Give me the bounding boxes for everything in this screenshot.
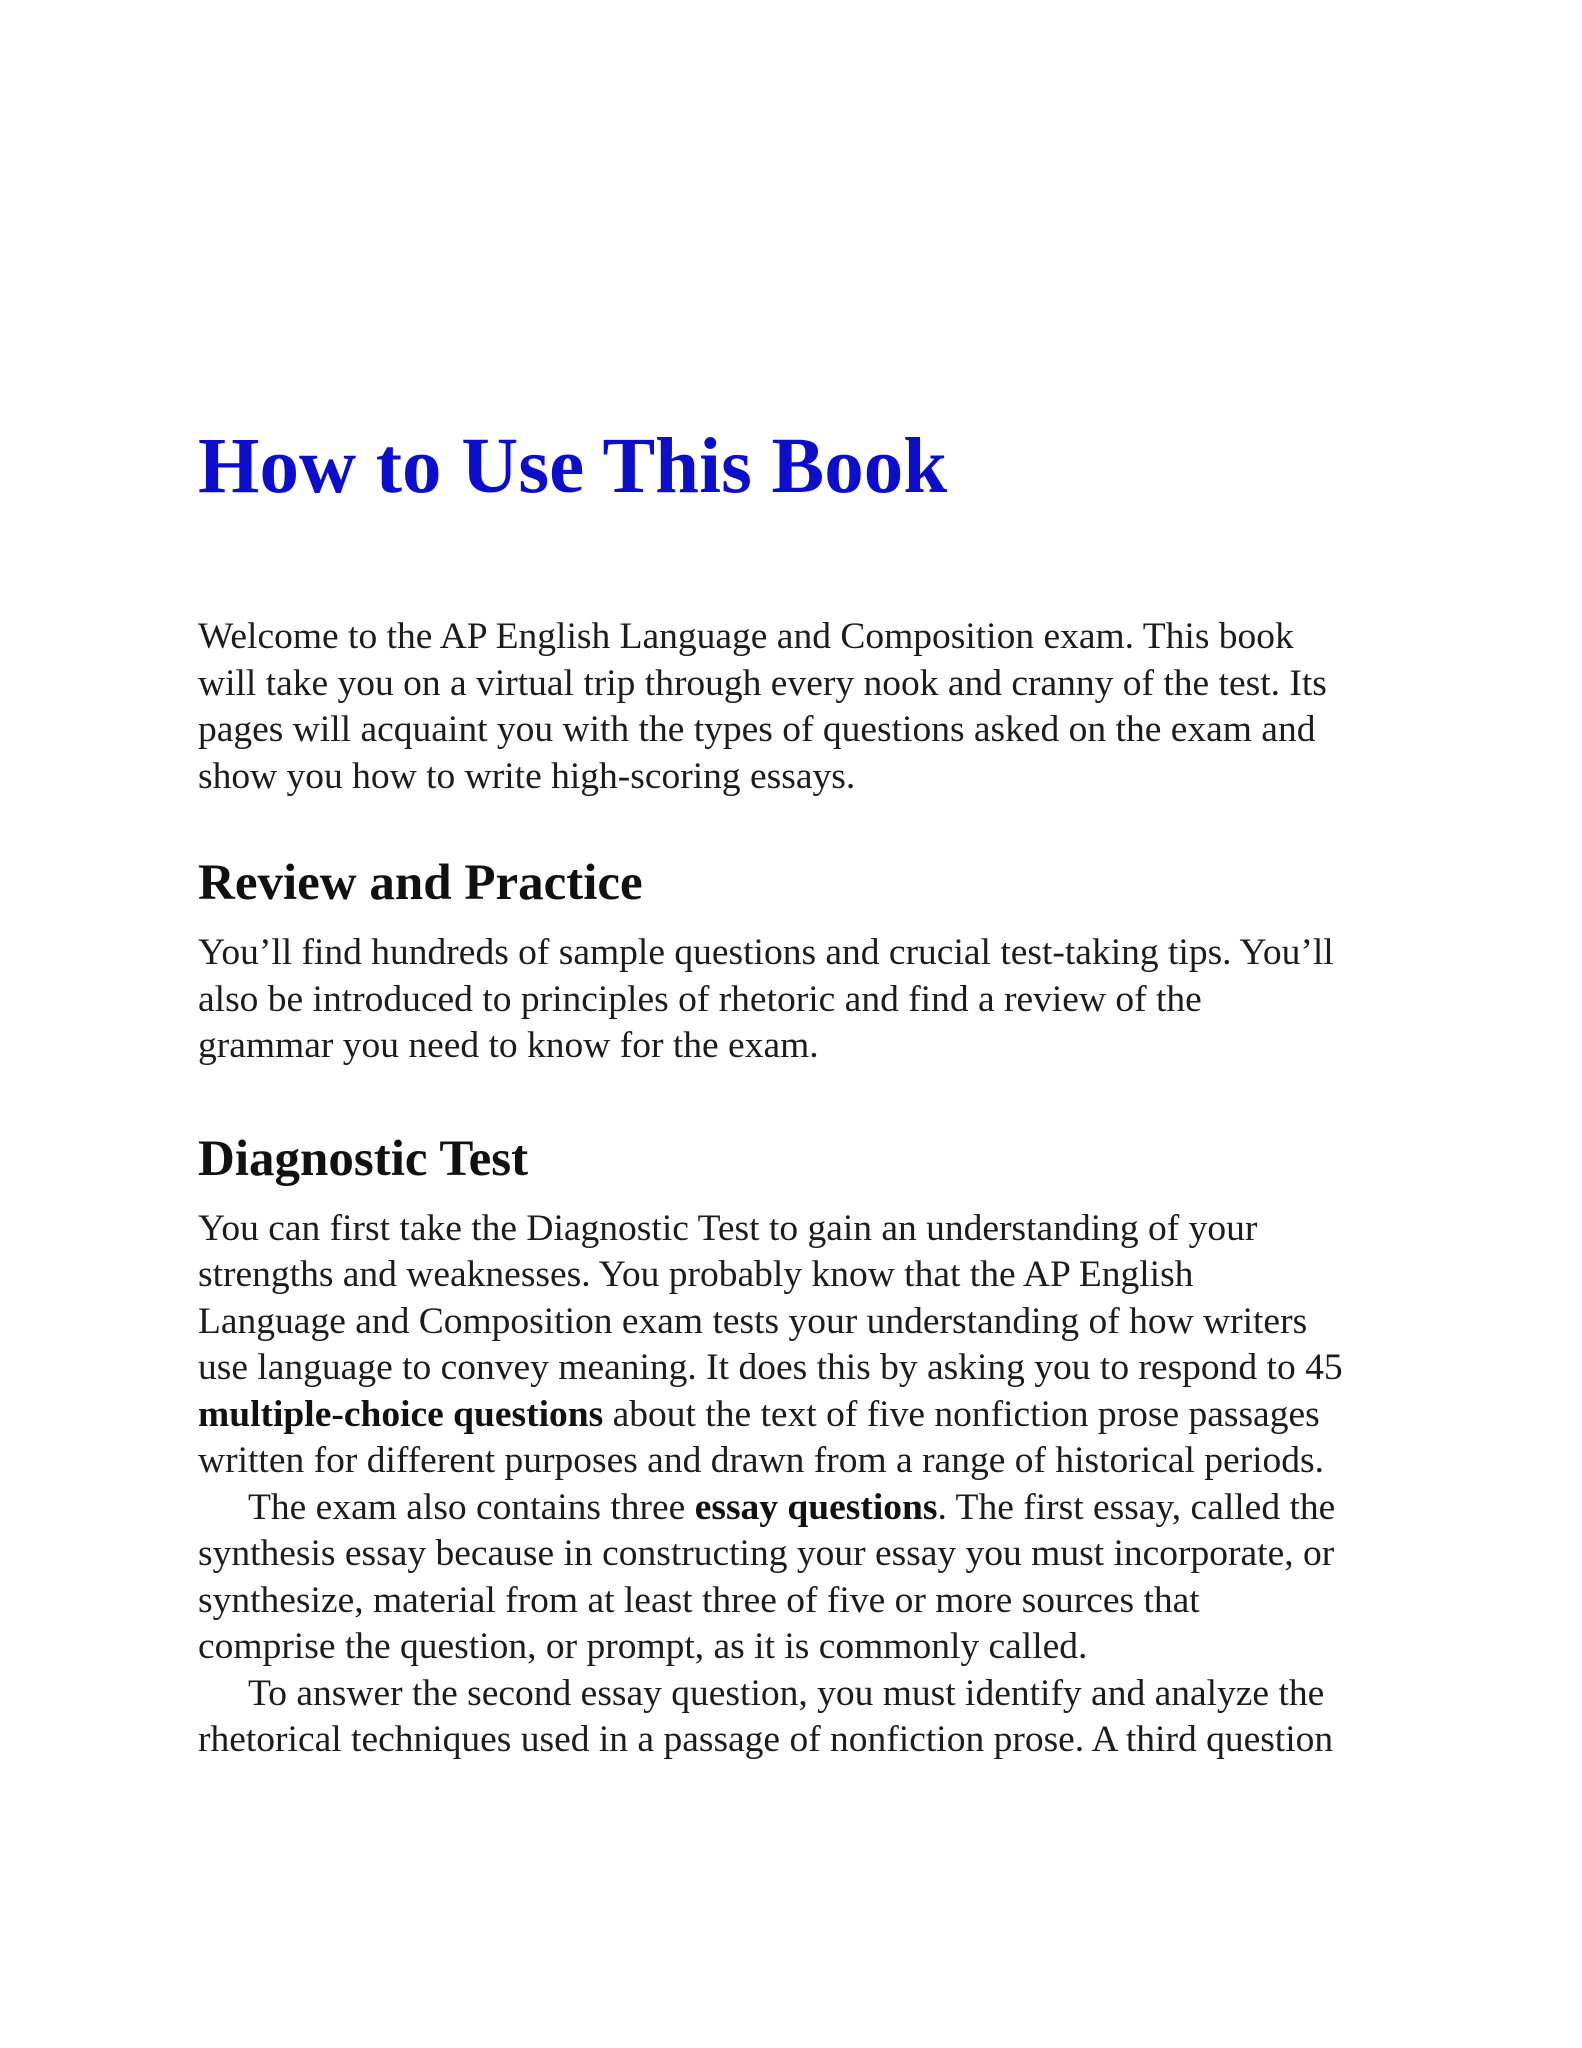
diagnostic-line: comprise the question, or prompt, as it is commonly called. <box>198 1626 1088 1667</box>
intro-paragraph <box>198 614 1398 800</box>
diagnostic-line: You can first take the Diagnostic Test to gain an understanding of your <box>198 1207 1258 1249</box>
diagnostic-line: To answer the second essay question, you must identify and analyze the <box>248 1672 1325 1714</box>
diagnostic-line: synthesis essay because in constructing your essay you must incorporate, or <box>198 1533 1335 1574</box>
intro-line: pages will acquaint you with the types of questions asked on the exam and <box>198 709 1316 750</box>
diagnostic-line: written for different purposes and drawn from a range of historical periods. <box>198 1440 1325 1481</box>
diagnostic-line-text: . The first essay, called the <box>937 1486 1336 1528</box>
intro-line: will take you on a virtual trip through every nook and cranny of the test. Its <box>198 662 1327 704</box>
diagnostic-line: strengths and weaknesses. You probably know that the AP English <box>198 1254 1194 1295</box>
page-title: How to Use This Book <box>198 423 948 510</box>
diagnostic-test-heading: Diagnostic Test <box>198 1130 529 1187</box>
diagnostic-line-text: about the text of five nonfiction prose passages <box>603 1393 1320 1435</box>
diagnostic-line: Language and Composition exam tests your understanding of how writers <box>198 1300 1308 1342</box>
review-practice-paragraph <box>198 930 1398 1070</box>
diagnostic-line: rhetorical techniques used in a passage of nonfiction prose. A third question <box>198 1719 1334 1760</box>
essay-questions-term: essay questions <box>694 1486 938 1528</box>
intro-line: Welcome to the AP English Language and Composition exam. This book <box>198 616 1294 657</box>
diagnostic-test-body <box>198 1206 1398 1764</box>
review-line: grammar you need to know for the exam. <box>198 1025 819 1066</box>
diagnostic-line <box>198 1392 1398 1439</box>
intro-line: show you how to write high-scoring essays. <box>198 755 856 797</box>
review-line: also be introduced to principles of rhetoric and find a review of the <box>198 978 1202 1020</box>
review-line: You’ll find hundreds of sample questions and crucial test-taking tips. You’ll <box>198 932 1334 973</box>
diagnostic-line: use language to convey meaning. It does this by asking you to respond to 45 <box>198 1347 1343 1388</box>
diagnostic-line <box>198 1485 1398 1532</box>
diagnostic-line: synthesize, material from at least three of five or more sources that <box>198 1579 1200 1621</box>
diagnostic-line-text: The exam also contains three <box>248 1486 695 1528</box>
review-practice-heading: Review and Practice <box>198 855 643 911</box>
document-page <box>198 412 1398 1764</box>
multiple-choice-term: multiple-choice questions <box>198 1393 604 1435</box>
